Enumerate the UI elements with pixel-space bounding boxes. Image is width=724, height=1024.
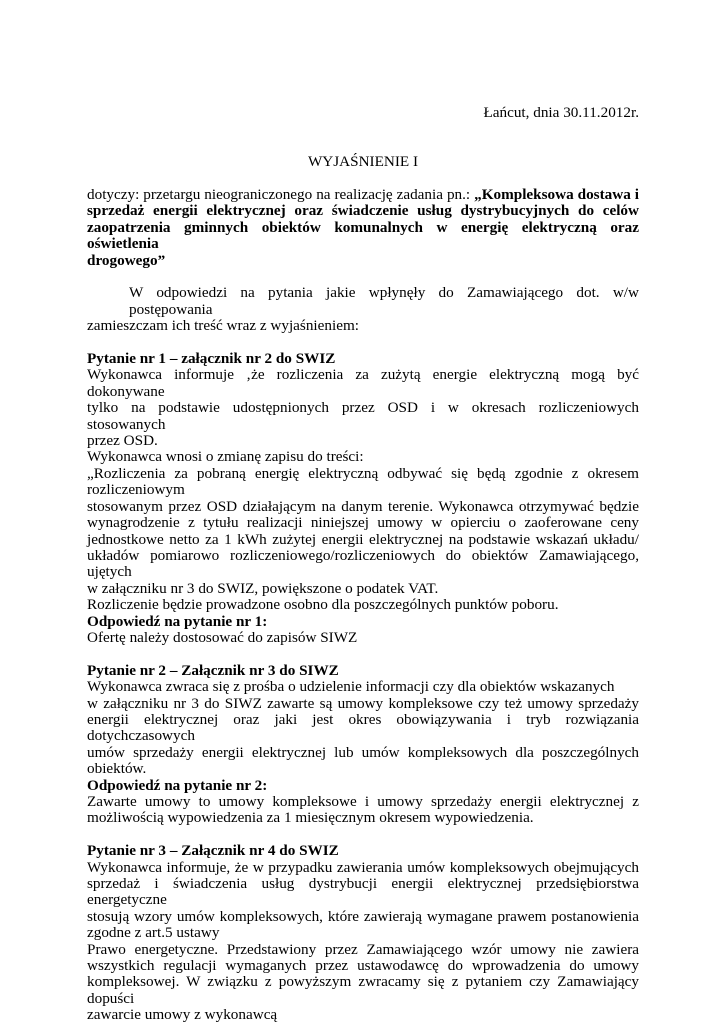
question-1-line: wynagrodzenie z tytułu realizacji niniejszej umowy w opierciu o zaoferowane ceny <box>87 514 639 532</box>
question-2-heading: Pytanie nr 2 – Załącznik nr 3 do SIWZ <box>87 661 339 679</box>
question-2-line: Wykonawca zwraca się z prośba o udzielenie informacji czy dla obiektów wskazanych <box>87 678 615 696</box>
question-1-line: Wykonawca wnosi o zmianę zapisu do treści: <box>87 448 364 466</box>
intro-line-2: zamieszczam ich treść wraz z wyjaśnieniem: <box>87 317 359 335</box>
question-1-line: tylko na podstawie udostępnionych przez OSD i w okresach rozliczeniowych stosowanych <box>87 399 639 433</box>
question-3-line: sprzedaż i świadczenia usług dystrybucji energii elektrycznej przedsiębiorstwa energetyczne <box>87 875 639 909</box>
question-1-line: stosowanym przez OSD działającym na danym terenie. Wykonawca otrzymywać będzie <box>87 497 639 515</box>
question-1-line: jednostkowe netto za 1 kWh zużytej energii elektrycznej na podstawie wskazań układu/ <box>87 530 639 548</box>
question-2-line: energii elektrycznej oraz jaki jest okres obowiązywania i tryb rozwiązania dotychczasowych <box>87 710 639 745</box>
answer-1-text: Ofertę należy dostosować do zapisów SIWZ <box>87 628 358 646</box>
answer-2-line: możliwością wypowiedzenia za 1 miesięcznym okresem wypowiedzenia. <box>87 809 534 827</box>
question-1-line: układów pomiarowo rozliczeniowego/rozliczeniowych do obiektów Zamawiającego, ujętych <box>87 546 639 581</box>
question-3-line: Prawo energetyczne. Przedstawiony przez Zamawiającego wzór umowy nie zawiera <box>87 940 639 958</box>
subject-title-start: „Kompleksowa dostawa i <box>474 186 639 203</box>
question-2-line: umów sprzedaży energii elektrycznej lub umów kompleksowych dla poszczególnych <box>87 743 639 761</box>
document-title: WYJAŚNIENIE I <box>307 153 419 170</box>
question-1-heading: Pytanie nr 1 – załącznik nr 2 do SWIZ <box>87 350 336 368</box>
subject-line-3: zaopatrzenia gminnych obiektów komunalnych w energię elektryczną oraz oświetlenia <box>87 218 639 253</box>
answer-1-heading: Odpowiedź na pytanie nr 1: <box>87 612 268 630</box>
subject-prefix: dotyczy: przetargu nieograniczonego na realizację zadania pn.: <box>87 186 475 203</box>
question-1-line: „Rozliczenia za pobraną energię elektryczną odbywać się będą zgodnie z okresem <box>87 464 639 482</box>
subject-line-2: sprzedaż energii elektrycznej oraz świadczenie usług dystrybucyjnych do celów <box>87 202 639 220</box>
question-3-line: stosują wzory umów kompleksowych, które zawierają wymagane prawem postanowienia <box>87 907 639 925</box>
question-1-line: Rozliczenie będzie prowadzone osobno dla poszczególnych punktów poboru. <box>87 596 559 614</box>
question-1-line: w załączniku nr 3 do SWIZ, powiększone o podatek VAT. <box>87 579 439 597</box>
document-date: Łańcut, dnia 30.11.2012r. <box>483 104 639 121</box>
question-1-line: przez OSD. <box>87 432 158 450</box>
answer-2-heading: Odpowiedź na pytanie nr 2: <box>87 776 268 794</box>
question-1-line: rozliczeniowym <box>87 481 185 499</box>
question-3-line: kompleksowej. W związku z powyższym zwracamy się z pytaniem czy Zamawiający dopuści <box>87 973 639 1007</box>
document-body <box>87 187 639 1024</box>
subject-line-1 <box>87 187 639 203</box>
question-3-line: zawarcie umowy z wykonawcą <box>87 1006 278 1024</box>
intro-line-1: W odpowiedzi na pytania jakie wpłynęły do Zamawiającego dot. w/w postępowania <box>129 284 639 318</box>
question-3-line: zgodne z art.5 ustawy <box>87 924 220 942</box>
answer-2-line: Zawarte umowy to umowy kompleksowe i umowy sprzedaży energii elektrycznej z <box>87 792 639 810</box>
question-3-line: Wykonawca informuje, że w przypadku zawierania umów kompleksowych obejmujących <box>87 858 639 876</box>
subject-line-4: drogowego” <box>87 251 166 269</box>
question-2-line: w załączniku nr 3 do SIWZ zawarte są umowy kompleksowe czy też umowy sprzedaży <box>87 694 639 712</box>
question-2-line: obiektów. <box>87 760 147 778</box>
question-3-heading: Pytanie nr 3 – Załącznik nr 4 do SWIZ <box>87 842 339 860</box>
question-1-line: Wykonawca informuje ‚że rozliczenia za zużytą energie elektryczną mogą być dokonywane <box>87 366 639 400</box>
question-3-line: wszystkich regulacji wymaganych przez ustawodawcę do wprowadzenia do umowy <box>87 957 639 975</box>
